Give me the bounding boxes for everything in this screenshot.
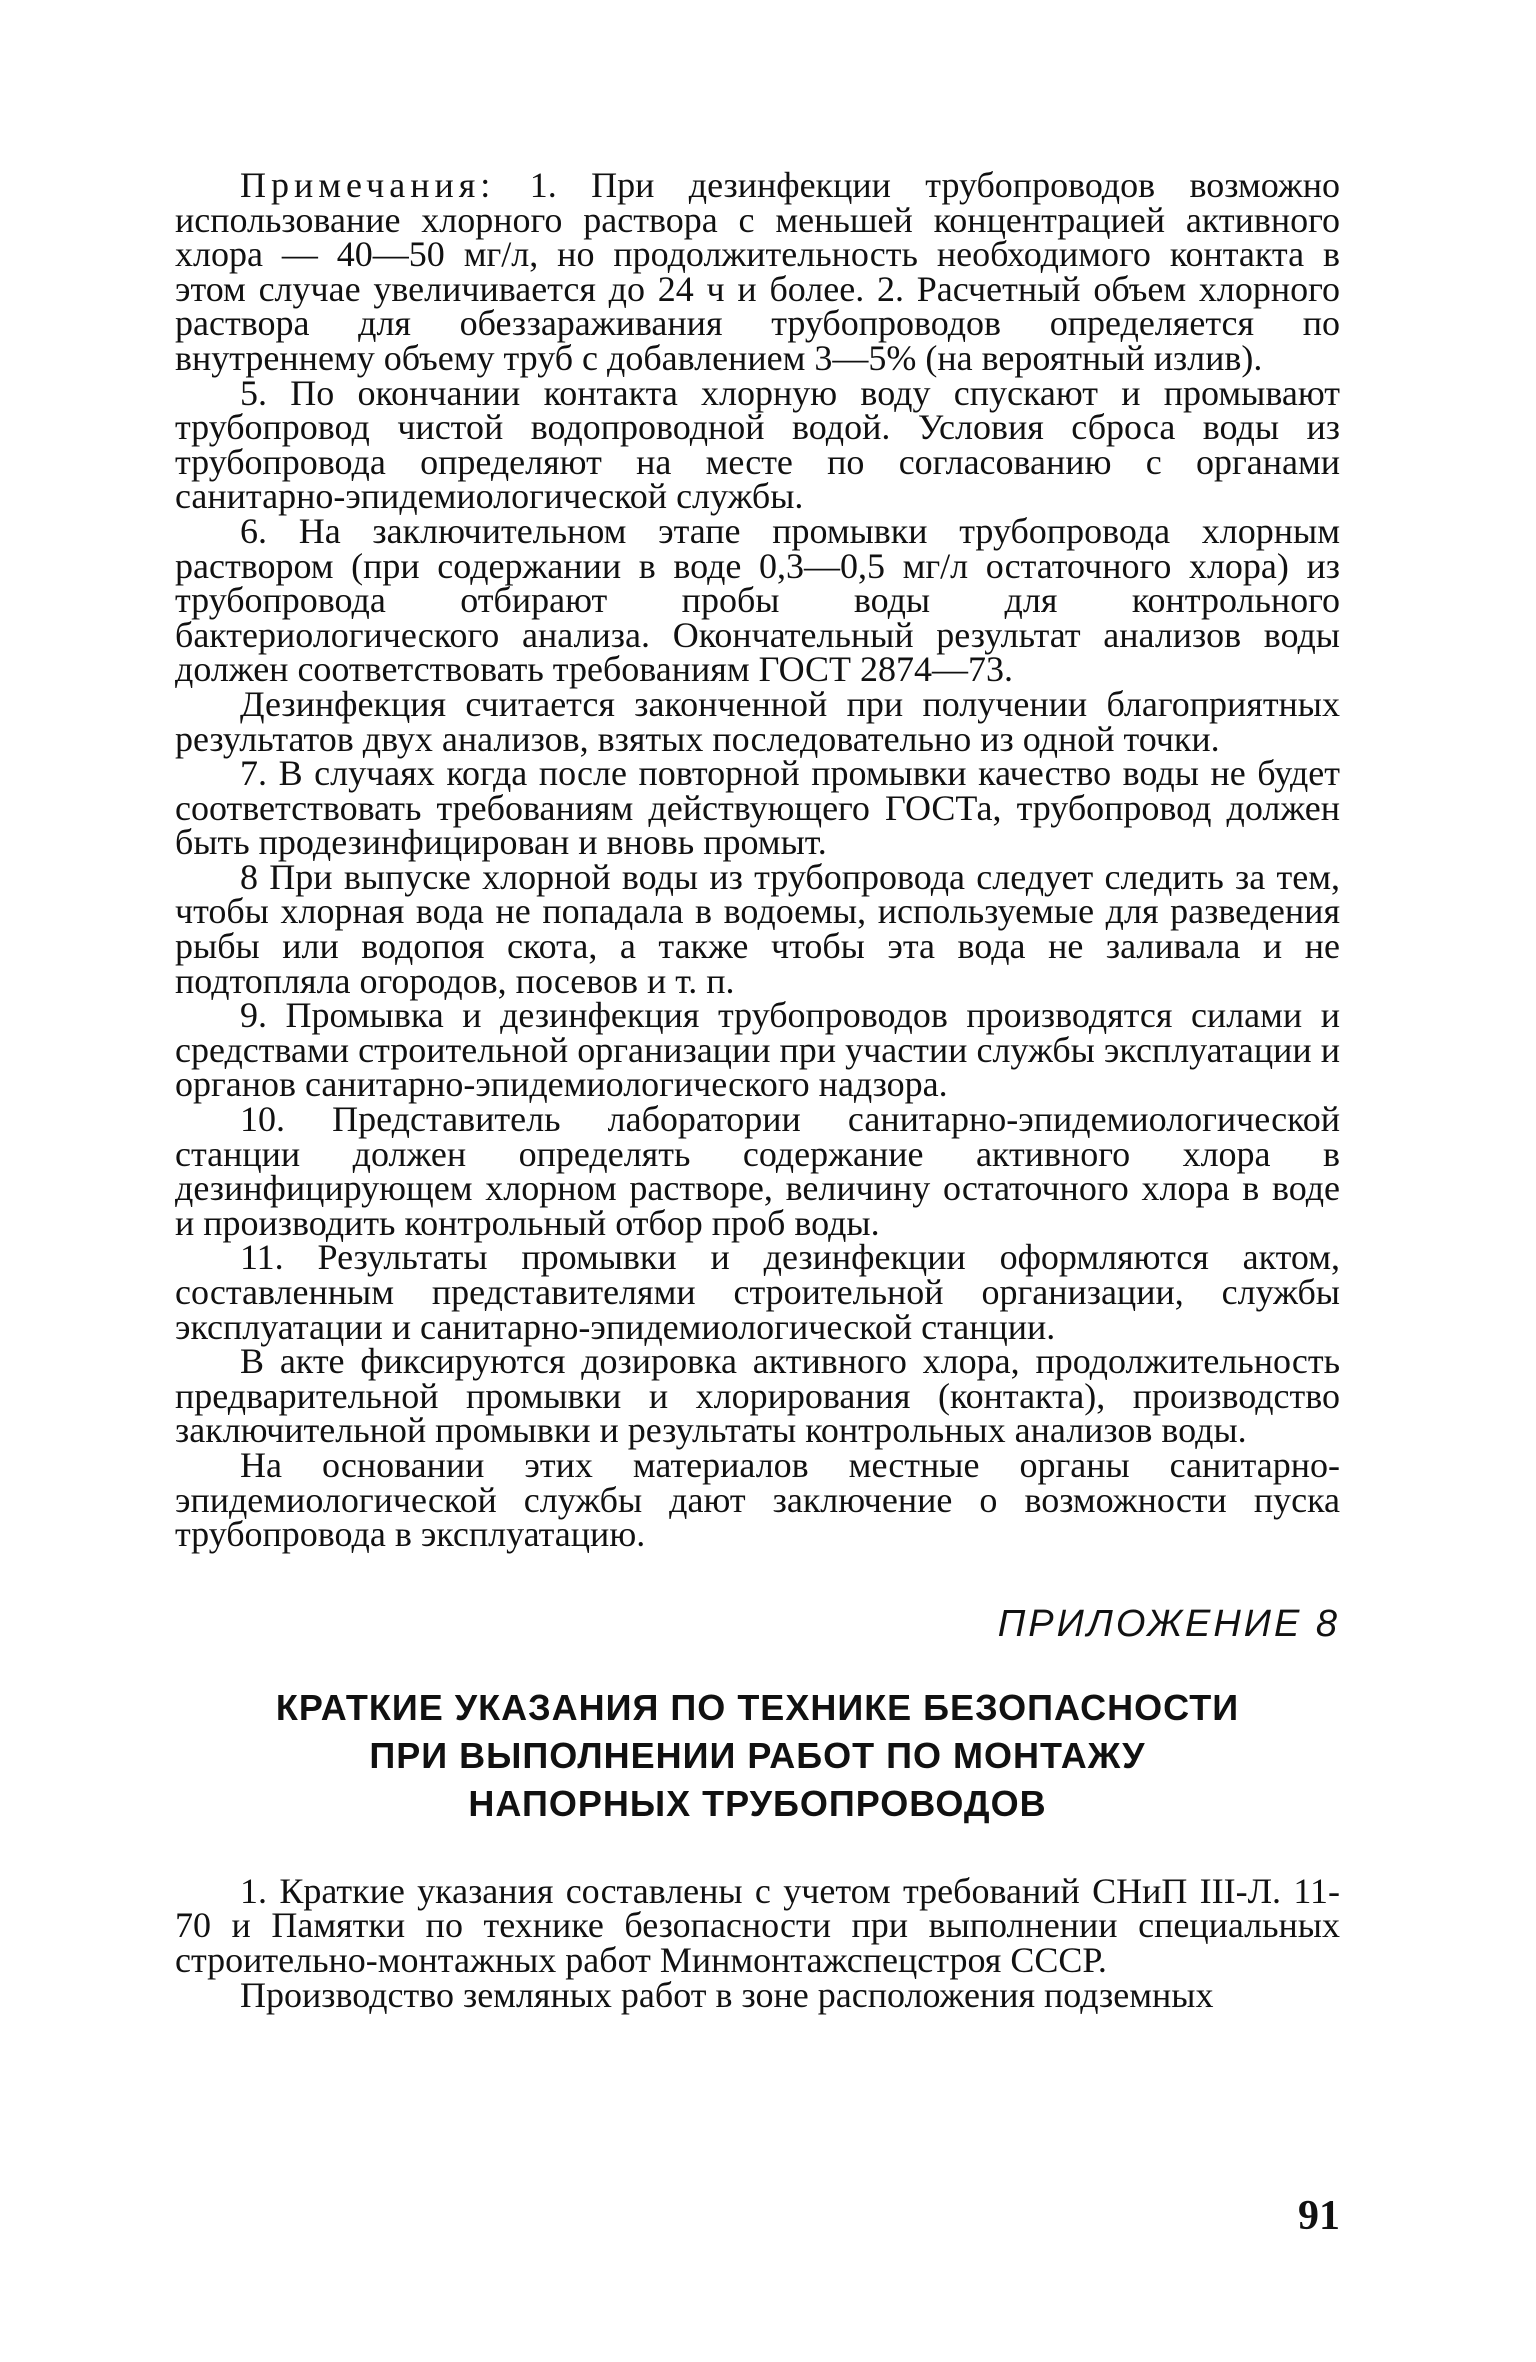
paragraph-6: 6. На заключительном этапе промывки трубопровода хлорным раствором (при содержании в воде 0,3—0,5 мг/л остаточного хлора) из трубопровода отбирают пробы воды для контрольного бактериологического анализа. Окончательный результат анализов воды должен соответствовать требованиям ГОСТ 2874—73. (175, 510, 1340, 690)
paragraph-8: 8 При выпуске хлорной воды из трубопровода следует следить за тем, чтобы хлорная вода не попадала в водоемы, используемые для разведения рыбы или водопоя скота, а также чтобы эта вода не заливала и не подтопляла огородов, посевов и т. п. (175, 856, 1340, 1001)
appendix-label: ПРИЛОЖЕНИЕ 8 (997, 1602, 1340, 1645)
paragraph-act-contents: В акте фиксируются дозировка активного хлора, продолжительность предварительной промывки и хлорирования (контакта), производство заключительной промывки и результаты контрольных анализов воды. (175, 1341, 1340, 1451)
heading-line: НАПОРНЫХ ТРУБОПРОВОДОВ (468, 1782, 1047, 1824)
notes-paragraph (175, 165, 1340, 378)
section-heading (175, 1684, 1340, 1828)
paragraph-9: 9. Промывка и дезинфекция трубопроводов производятся силами и средствами строительной организации при участии службы эксплуатации и органов санитарно-эпидемиологического надзора. (175, 995, 1340, 1105)
paragraph-10: 10. Представитель лаборатории санитарно-эпидемиологической станции должен определять содержание активного хлора в дезинфицирующем хлорном растворе, величину остаточного хлора в воде и производить контрольный отбор проб воды. (175, 1099, 1340, 1243)
page-content (175, 165, 1340, 2015)
paragraph-7: 7. В случаях когда после повторной промывки качество воды не будет соответствовать требованиям действующего ГОСТа, трубопровод должен быть продезинфицирован и вновь промыт. (175, 753, 1340, 863)
notes-text: 1. При дезинфекции трубопроводов возможно использование хлорного раствора с меньшей концентрацией активного хлора — 40—50 мг/л, но продолжительность необходимого контакта в этом случае увеличивается до 24 ч и более. 2. Расчетный объем хлорного раствора для обеззараживания трубопроводов определяется по внутреннему объему труб с добавлением 3—5% (на вероятный излив). (175, 165, 1340, 378)
heading-line: КРАТКИЕ УКАЗАНИЯ ПО ТЕХНИКЕ БЕЗОПАСНОСТИ (275, 1686, 1240, 1728)
paragraph-11: 11. Результаты промывки и дезинфекции оформляются актом, составленным представителями строительной организации, службы эксплуатации и санитарно-эпидемиологической станции. (175, 1237, 1340, 1347)
appendix-paragraph-1: 1. Краткие указания составлены с учетом требований СНиП III-Л. 11-70 и Памятки по технике безопасности при выполнении специальных строительно-монтажных работ Минмонтажспецстроя СССР. (175, 1870, 1340, 1980)
paragraph-conclusion: На основании этих материалов местные органы санитарно-эпидемиологической службы дают заключение о возможности пуска трубопровода в эксплуатацию. (175, 1444, 1340, 1555)
page-number: 91 (1298, 2193, 1340, 2239)
paragraph-disinfection-complete: Дезинфекция считается законченной при получении благоприятных результатов двух анализов, взятых последовательно из одной точки. (175, 683, 1340, 759)
appendix-paragraph-earthworks: Производство земляных работ в зоне расположения подземных (240, 1974, 1214, 2015)
paragraph-5: 5. По окончании контакта хлорную воду спускают и промывают трубопровод чистой водопроводной водой. Условия сброса воды из трубопровода определяют на месте по согласованию с органами санитарно-эпидемиологической службы. (175, 372, 1340, 517)
notes-label: Примечания: (240, 165, 496, 205)
heading-line: ПРИ ВЫПОЛНЕНИИ РАБОТ ПО МОНТАЖУ (369, 1734, 1146, 1776)
